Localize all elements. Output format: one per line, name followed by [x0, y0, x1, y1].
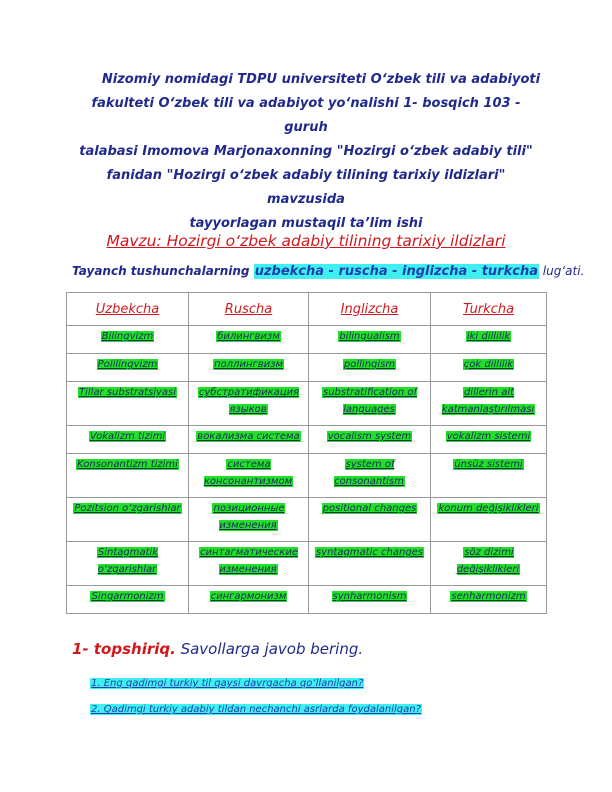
cell-text: senharmonizm [451, 591, 526, 602]
table-cell [309, 454, 431, 498]
cell-text: bilingualism [339, 331, 400, 342]
cell-text: Polilingvizm [97, 359, 158, 370]
table-cell [67, 426, 189, 454]
cell-text: dillerin alt katmanlaştırılması [441, 387, 535, 415]
header-turkcha: Turkcha [431, 293, 547, 326]
table-header-row [67, 293, 547, 326]
table-cell [67, 382, 189, 426]
intro-line: Nizomiy nomidagi TDPU universiteti O‘zbek tili va adabiyoti [101, 72, 541, 87]
keywords-suffix: lug‘ati. [538, 264, 585, 278]
table-cell [189, 454, 309, 498]
intro-line: fakulteti O‘zbek tili va adabiyot yo‘nalishi 1- bosqich 103 - guruh [91, 96, 521, 135]
cell-text: çok dillilik [463, 359, 514, 370]
cell-text: Bilingvizm [101, 331, 154, 342]
cell-text: субстратификация языков [198, 387, 300, 415]
cell-text: Vokalizm tizimi [89, 431, 166, 442]
task-number: 1- topshiriq. [72, 640, 176, 658]
table-cell [431, 498, 547, 542]
cell-text: билингвизм [217, 331, 280, 342]
vocabulary-table [66, 292, 547, 614]
table-cell [431, 454, 547, 498]
cell-text: Singarmonizm [91, 591, 164, 602]
question-link[interactable]: 2. Qadimgi turkiy adabiy tildan nechanchi asrlarda foydalanilgan? [91, 704, 421, 715]
table-cell [67, 498, 189, 542]
table-cell [431, 542, 547, 586]
table-cell [309, 326, 431, 354]
table-row [67, 382, 547, 426]
table-cell [67, 354, 189, 382]
keywords-prefix: Tayanch tushunchalarning [72, 264, 254, 278]
table-cell [189, 326, 309, 354]
header-uzbekcha: Uzbekcha [67, 293, 189, 326]
table-row [67, 426, 547, 454]
task-text: Savollarga javob bering. [175, 640, 364, 658]
table-cell [309, 498, 431, 542]
table-cell [309, 426, 431, 454]
cell-text: Tillar substratsiyasi [78, 387, 177, 398]
cell-text: поллингвизм [214, 359, 283, 370]
task-heading [72, 640, 363, 658]
cell-text: substratification of languages [322, 387, 418, 415]
cell-text: system of consonantism [334, 459, 404, 487]
table-row [67, 542, 547, 586]
cell-text: вокализма система [197, 431, 300, 442]
table-row [67, 586, 547, 614]
table-cell [189, 542, 309, 586]
table-cell [309, 382, 431, 426]
intro-line: tayyorlagan mustaqil ta’lim ishi [189, 216, 423, 231]
table-cell [67, 586, 189, 614]
cell-text: positional changes [322, 503, 417, 514]
table-cell [67, 454, 189, 498]
table-cell [189, 498, 309, 542]
cell-text: позиционные изменения [213, 503, 285, 531]
cell-text: vocalism system [327, 431, 412, 442]
cell-text: synharmonism [332, 591, 407, 602]
cell-text: konum değişiklikleri [438, 503, 539, 514]
cell-text: Konsonantizm tizimi [77, 459, 178, 470]
table-cell [309, 354, 431, 382]
table-row [67, 498, 547, 542]
cell-text: ünsüz sistemi [454, 459, 523, 470]
topic-heading: Mavzu: Hozirgi o‘zbek adabiy tilining tarixiy ildizlari [106, 232, 506, 250]
table-cell [431, 326, 547, 354]
cell-text: сингармонизм [210, 591, 287, 602]
cell-text: pollingism [343, 359, 396, 370]
intro-paragraph [70, 68, 542, 236]
table-cell [189, 586, 309, 614]
cell-text: syntagmatic changes [315, 547, 424, 558]
table-cell [431, 354, 547, 382]
table-cell [67, 326, 189, 354]
intro-line: talabasi Imomova Marjonaxonning "Hozirgi o‘zbek adabiy tili" [79, 144, 533, 159]
table-row [67, 454, 547, 498]
question-link[interactable]: 1. Eng qadimgi turkiy til qaysi davrgacha qo‘llanilgan? [91, 678, 364, 689]
table-cell [431, 426, 547, 454]
table-cell [189, 426, 309, 454]
header-inglizcha: Inglizcha [309, 293, 431, 326]
intro-line: fanidan "Hozirgi o‘zbek adabiy tilining tarixiy ildizlari" mavzusida [106, 168, 506, 207]
table-cell [431, 382, 547, 426]
table-cell [189, 354, 309, 382]
question-item [90, 678, 364, 689]
cell-text: Sintagmatik o‘zgarishlar [97, 547, 159, 575]
cell-text: Pozitsion o‘zgarishlar [74, 503, 181, 514]
table-row [67, 326, 547, 354]
header-ruscha: Ruscha [189, 293, 309, 326]
question-item [90, 704, 422, 715]
keywords-line [72, 264, 584, 279]
cell-text: iki dillilik [466, 331, 511, 342]
table-cell [309, 542, 431, 586]
cell-text: система консонантизмом [203, 459, 293, 487]
table-cell [189, 382, 309, 426]
keywords-highlight: uzbekcha - ruscha - inglizcha - turkcha [254, 264, 538, 279]
table-row [67, 354, 547, 382]
table-cell [309, 586, 431, 614]
table-cell [431, 586, 547, 614]
table-cell [67, 542, 189, 586]
cell-text: синтагматические изменения [200, 547, 298, 575]
cell-text: söz dizimi değişiklikleri [456, 547, 520, 575]
cell-text: vokalizm sistemi [446, 431, 531, 442]
